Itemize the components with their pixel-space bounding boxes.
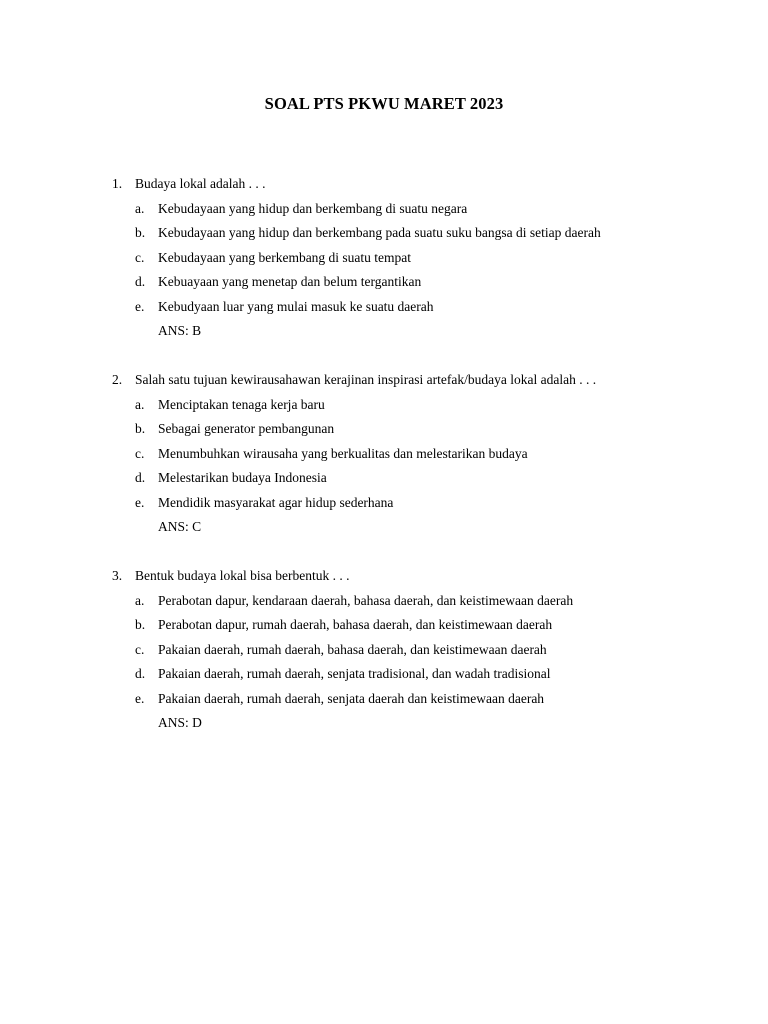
option-b (112, 417, 672, 442)
option-e (112, 491, 672, 516)
option-letter: a. (135, 592, 145, 608)
answer-key: ANS: C (158, 519, 202, 534)
option-c (112, 442, 672, 467)
question-stem (112, 564, 672, 589)
option-text: Perabotan dapur, rumah daerah, bahasa daerah, dan keistimewaan daerah (158, 617, 553, 632)
option-text: Kebudyaan luar yang mulai masuk ke suatu daerah (158, 298, 434, 314)
question-number: 3. (112, 568, 123, 583)
option-letter: e. (135, 298, 145, 314)
option-text: Kebudayaan yang hidup dan berkembang di suatu negara (158, 200, 468, 216)
option-e (112, 295, 672, 320)
question-stem (112, 172, 672, 197)
option-letter: d. (135, 470, 146, 485)
question-1 (112, 172, 672, 344)
option-letter: c. (135, 249, 145, 265)
option-a (112, 197, 672, 222)
option-text: Kebuayaan yang menetap dan belum tergantikan (158, 274, 422, 289)
option-letter: e. (135, 690, 145, 706)
option-text: Mendidik masyarakat agar hidup sederhana (158, 494, 394, 510)
option-e (112, 687, 672, 712)
option-d (112, 662, 672, 687)
question-text: Salah satu tujuan kewirausahawan kerajinan inspirasi artefak/budaya lokal adalah . . . (135, 372, 597, 387)
question-text: Budaya lokal adalah . . . (135, 176, 266, 191)
option-text: Perabotan dapur, kendaraan daerah, bahasa daerah, dan keistimewaan daerah (158, 592, 574, 608)
option-letter: e. (135, 494, 145, 510)
option-text: Pakaian daerah, rumah daerah, senjata daerah dan keistimewaan daerah (158, 690, 545, 706)
question-stem (112, 368, 672, 393)
option-text: Pakaian daerah, rumah daerah, senjata tradisional, dan wadah tradisional (158, 666, 551, 681)
option-letter: a. (135, 396, 145, 412)
option-a (112, 393, 672, 418)
option-text: Kebudayaan yang hidup dan berkembang pada suatu suku bangsa di setiap daerah (158, 225, 601, 240)
option-letter: b. (135, 421, 146, 436)
option-b (112, 221, 672, 246)
option-letter: d. (135, 666, 146, 681)
question-text: Bentuk budaya lokal bisa berbentuk . . . (135, 568, 350, 583)
option-c (112, 246, 672, 271)
option-text: Menciptakan tenaga kerja baru (158, 396, 325, 412)
option-letter: c. (135, 641, 145, 657)
document-title: SOAL PTS PKWU MARET 2023 (264, 94, 504, 113)
option-text: Pakaian daerah, rumah daerah, bahasa daerah, dan keistimewaan daerah (158, 641, 547, 657)
option-letter: c. (135, 445, 145, 461)
question-3 (112, 564, 672, 736)
question-number: 2. (112, 372, 123, 387)
option-letter: a. (135, 200, 145, 216)
option-letter: d. (135, 274, 146, 289)
option-d (112, 466, 672, 491)
question-2 (112, 368, 672, 540)
option-a (112, 589, 672, 614)
option-c (112, 638, 672, 663)
option-b (112, 613, 672, 638)
option-text: Menumbuhkan wirausaha yang berkualitas dan melestarikan budaya (158, 445, 528, 461)
option-text: Melestarikan budaya Indonesia (158, 470, 327, 485)
option-letter: b. (135, 225, 146, 240)
answer-key: ANS: D (158, 715, 202, 730)
option-text: Sebagai generator pembangunan (158, 421, 335, 436)
option-text: Kebudayaan yang berkembang di suatu tempat (158, 249, 412, 265)
option-letter: b. (135, 617, 146, 632)
option-d (112, 270, 672, 295)
question-number: 1. (112, 176, 123, 191)
answer-key: ANS: B (158, 323, 202, 338)
